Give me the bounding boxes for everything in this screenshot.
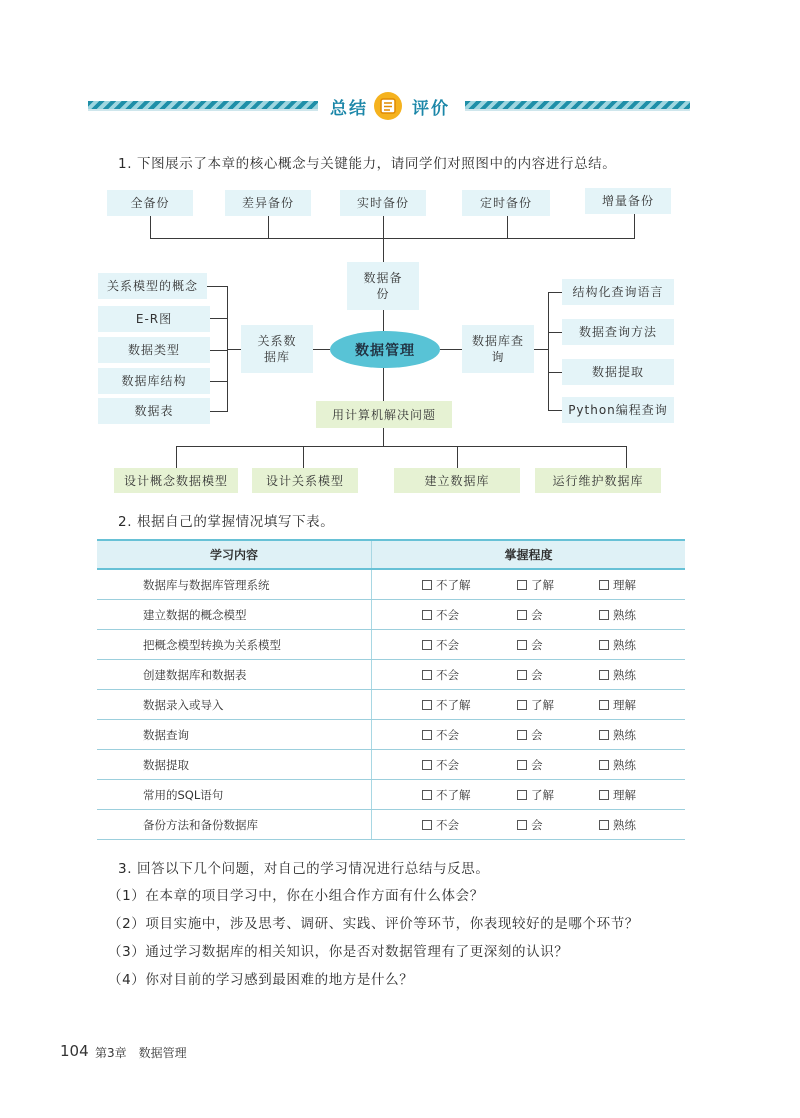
- table-row: [97, 750, 685, 780]
- table-row: [97, 690, 685, 720]
- node-realtime-backup: 实时备份: [340, 190, 426, 216]
- node-data-backup: 数据备份: [347, 262, 419, 310]
- row-content: 建立数据的概念模型: [97, 600, 372, 630]
- mastery-table: [97, 539, 685, 840]
- checkbox[interactable]: [517, 700, 527, 710]
- checkbox[interactable]: [517, 790, 527, 800]
- table-row: [97, 810, 685, 840]
- checkbox[interactable]: [422, 640, 432, 650]
- option-label: 不会: [436, 667, 459, 682]
- checkbox[interactable]: [517, 580, 527, 590]
- table-row: [97, 600, 685, 630]
- checkbox[interactable]: [599, 760, 609, 770]
- mastery-option[interactable]: [599, 727, 636, 743]
- option-label: 熟练: [613, 817, 636, 832]
- table-row: [97, 780, 685, 810]
- mastery-option[interactable]: [422, 787, 517, 803]
- mastery-option[interactable]: [517, 757, 599, 773]
- mastery-option[interactable]: [517, 667, 599, 683]
- question-3-item-4: （4）你对目前的学习感到最困难的地方是什么？: [108, 972, 414, 988]
- header-title-right: 评价: [412, 99, 450, 119]
- node-maintain-database: 运行维护数据库: [535, 468, 661, 493]
- row-content: 创建数据库和数据表: [97, 660, 372, 690]
- mastery-option[interactable]: [599, 817, 636, 833]
- option-label: 了解: [531, 697, 554, 712]
- option-label: 了解: [531, 787, 554, 802]
- mastery-option[interactable]: [599, 607, 636, 623]
- checkbox[interactable]: [599, 700, 609, 710]
- option-label: 理解: [613, 697, 636, 712]
- question-3-item-2: （2）项目实施中，涉及思考、调研、实践、评价等环节，你表现较好的是哪个环节？: [108, 916, 639, 932]
- mastery-option[interactable]: [517, 727, 599, 743]
- question-1: 1. 下图展示了本章的核心概念与关键能力，请同学们对照图中的内容进行总结。: [118, 156, 617, 172]
- checkbox[interactable]: [599, 790, 609, 800]
- option-label: 会: [531, 637, 543, 652]
- checkbox[interactable]: [599, 640, 609, 650]
- node-design-conceptual-model: 设计概念数据模型: [114, 468, 238, 493]
- checkbox[interactable]: [517, 820, 527, 830]
- node-differential-backup: 差异备份: [225, 190, 311, 216]
- option-label: 理解: [613, 577, 636, 592]
- mastery-option[interactable]: [422, 667, 517, 683]
- option-label: 不了解: [436, 697, 471, 712]
- question-3-item-1: （1）在本章的项目学习中，你在小组合作方面有什么体会？: [108, 888, 484, 904]
- row-options: [372, 600, 686, 630]
- option-label: 熟练: [613, 757, 636, 772]
- row-options: [372, 630, 686, 660]
- checkbox[interactable]: [422, 730, 432, 740]
- checkbox[interactable]: [599, 670, 609, 680]
- row-content: 数据库与数据库管理系统: [97, 569, 372, 600]
- mastery-option[interactable]: [422, 607, 517, 623]
- question-3-item-3: （3）通过学习数据库的相关知识，你是否对数据管理有了更深刻的认识？: [108, 944, 569, 960]
- chapter-label: 第3章 数据管理: [95, 1046, 187, 1060]
- mastery-option[interactable]: [517, 637, 599, 653]
- mastery-option[interactable]: [517, 577, 599, 593]
- option-label: 不会: [436, 757, 459, 772]
- option-label: 会: [531, 757, 543, 772]
- checkbox[interactable]: [599, 730, 609, 740]
- row-options: [372, 569, 686, 600]
- mastery-option[interactable]: [422, 727, 517, 743]
- node-relational-model-concept: 关系模型的概念: [98, 273, 207, 299]
- page-number: 104: [60, 1042, 89, 1060]
- header-band-left: [88, 101, 318, 109]
- row-options: [372, 660, 686, 690]
- option-label: 不会: [436, 727, 459, 742]
- table-header-mastery: 掌握程度: [372, 540, 686, 569]
- mastery-option[interactable]: [599, 757, 636, 773]
- summary-icon: [374, 92, 402, 120]
- option-label: 理解: [613, 787, 636, 802]
- header-title-left: 总结: [330, 99, 368, 119]
- checkbox[interactable]: [422, 760, 432, 770]
- node-solve-with-computer: 用计算机解决问题: [316, 401, 452, 428]
- header-band-left-shadow: [88, 109, 318, 111]
- option-label: 熟练: [613, 637, 636, 652]
- checkbox[interactable]: [517, 610, 527, 620]
- row-content: 把概念模型转换为关系模型: [97, 630, 372, 660]
- node-data-management: 数据管理: [330, 331, 440, 368]
- node-python-query: Python编程查询: [562, 397, 674, 423]
- node-scheduled-backup: 定时备份: [462, 190, 550, 216]
- mastery-option[interactable]: [517, 787, 599, 803]
- checkbox[interactable]: [422, 670, 432, 680]
- node-er-diagram: E-R图: [98, 306, 210, 332]
- table-row: [97, 660, 685, 690]
- table-row: [97, 720, 685, 750]
- checkbox[interactable]: [517, 760, 527, 770]
- mastery-option[interactable]: [517, 817, 599, 833]
- row-options: [372, 720, 686, 750]
- checkbox[interactable]: [517, 640, 527, 650]
- node-full-backup: 全备份: [107, 190, 193, 216]
- checkbox[interactable]: [517, 730, 527, 740]
- option-label: 会: [531, 727, 543, 742]
- checkbox[interactable]: [599, 610, 609, 620]
- node-incremental-backup: 增量备份: [585, 188, 671, 214]
- row-options: [372, 810, 686, 840]
- mastery-option[interactable]: [599, 667, 636, 683]
- table-row: [97, 569, 685, 600]
- mastery-option[interactable]: [517, 697, 599, 713]
- checkbox[interactable]: [422, 700, 432, 710]
- table-row: [97, 630, 685, 660]
- mastery-option[interactable]: [422, 577, 517, 593]
- node-relational-database: 关系数据库: [241, 325, 313, 373]
- row-options: [372, 780, 686, 810]
- option-label: 不了解: [436, 577, 471, 592]
- row-content: 备份方法和备份数据库: [97, 810, 372, 840]
- node-database-query: 数据库查询: [462, 325, 534, 373]
- option-label: 熟练: [613, 607, 636, 622]
- option-label: 熟练: [613, 667, 636, 682]
- row-options: [372, 750, 686, 780]
- checkbox[interactable]: [422, 790, 432, 800]
- mastery-option[interactable]: [422, 637, 517, 653]
- mastery-option[interactable]: [599, 637, 636, 653]
- header-band-right: [465, 101, 690, 109]
- table-header-content: 学习内容: [97, 540, 372, 569]
- mastery-option[interactable]: [422, 757, 517, 773]
- option-label: 不了解: [436, 787, 471, 802]
- node-data-table: 数据表: [98, 398, 210, 424]
- option-label: 了解: [531, 577, 554, 592]
- mastery-option[interactable]: [599, 697, 636, 713]
- checkbox[interactable]: [599, 580, 609, 590]
- question-2: 2. 根据自己的掌握情况填写下表。: [118, 514, 335, 530]
- row-content: 数据查询: [97, 720, 372, 750]
- mastery-option[interactable]: [517, 607, 599, 623]
- option-label: 会: [531, 817, 543, 832]
- question-3: 3. 回答以下几个问题，对自己的学习情况进行总结与反思。: [118, 861, 490, 877]
- mastery-option[interactable]: [422, 817, 517, 833]
- mastery-option[interactable]: [599, 787, 636, 803]
- option-label: 会: [531, 607, 543, 622]
- option-label: 熟练: [613, 727, 636, 742]
- row-options: [372, 690, 686, 720]
- node-database-structure: 数据库结构: [98, 368, 210, 394]
- row-content: 数据提取: [97, 750, 372, 780]
- option-label: 不会: [436, 817, 459, 832]
- mastery-option[interactable]: [422, 697, 517, 713]
- option-label: 不会: [436, 607, 459, 622]
- node-data-extraction: 数据提取: [562, 359, 674, 385]
- checkbox[interactable]: [599, 820, 609, 830]
- node-data-types: 数据类型: [98, 337, 210, 363]
- option-label: 不会: [436, 637, 459, 652]
- row-content: 常用的SQL语句: [97, 780, 372, 810]
- row-content: 数据录入或导入: [97, 690, 372, 720]
- checkbox[interactable]: [422, 610, 432, 620]
- node-sql: 结构化查询语言: [562, 279, 674, 305]
- checkbox[interactable]: [422, 580, 432, 590]
- mastery-option[interactable]: [599, 577, 636, 593]
- checkbox[interactable]: [422, 820, 432, 830]
- node-query-methods: 数据查询方法: [562, 319, 674, 345]
- node-design-relational-model: 设计关系模型: [252, 468, 358, 493]
- node-build-database: 建立数据库: [394, 468, 520, 493]
- header-band-right-shadow: [465, 109, 690, 111]
- checkbox[interactable]: [517, 670, 527, 680]
- option-label: 会: [531, 667, 543, 682]
